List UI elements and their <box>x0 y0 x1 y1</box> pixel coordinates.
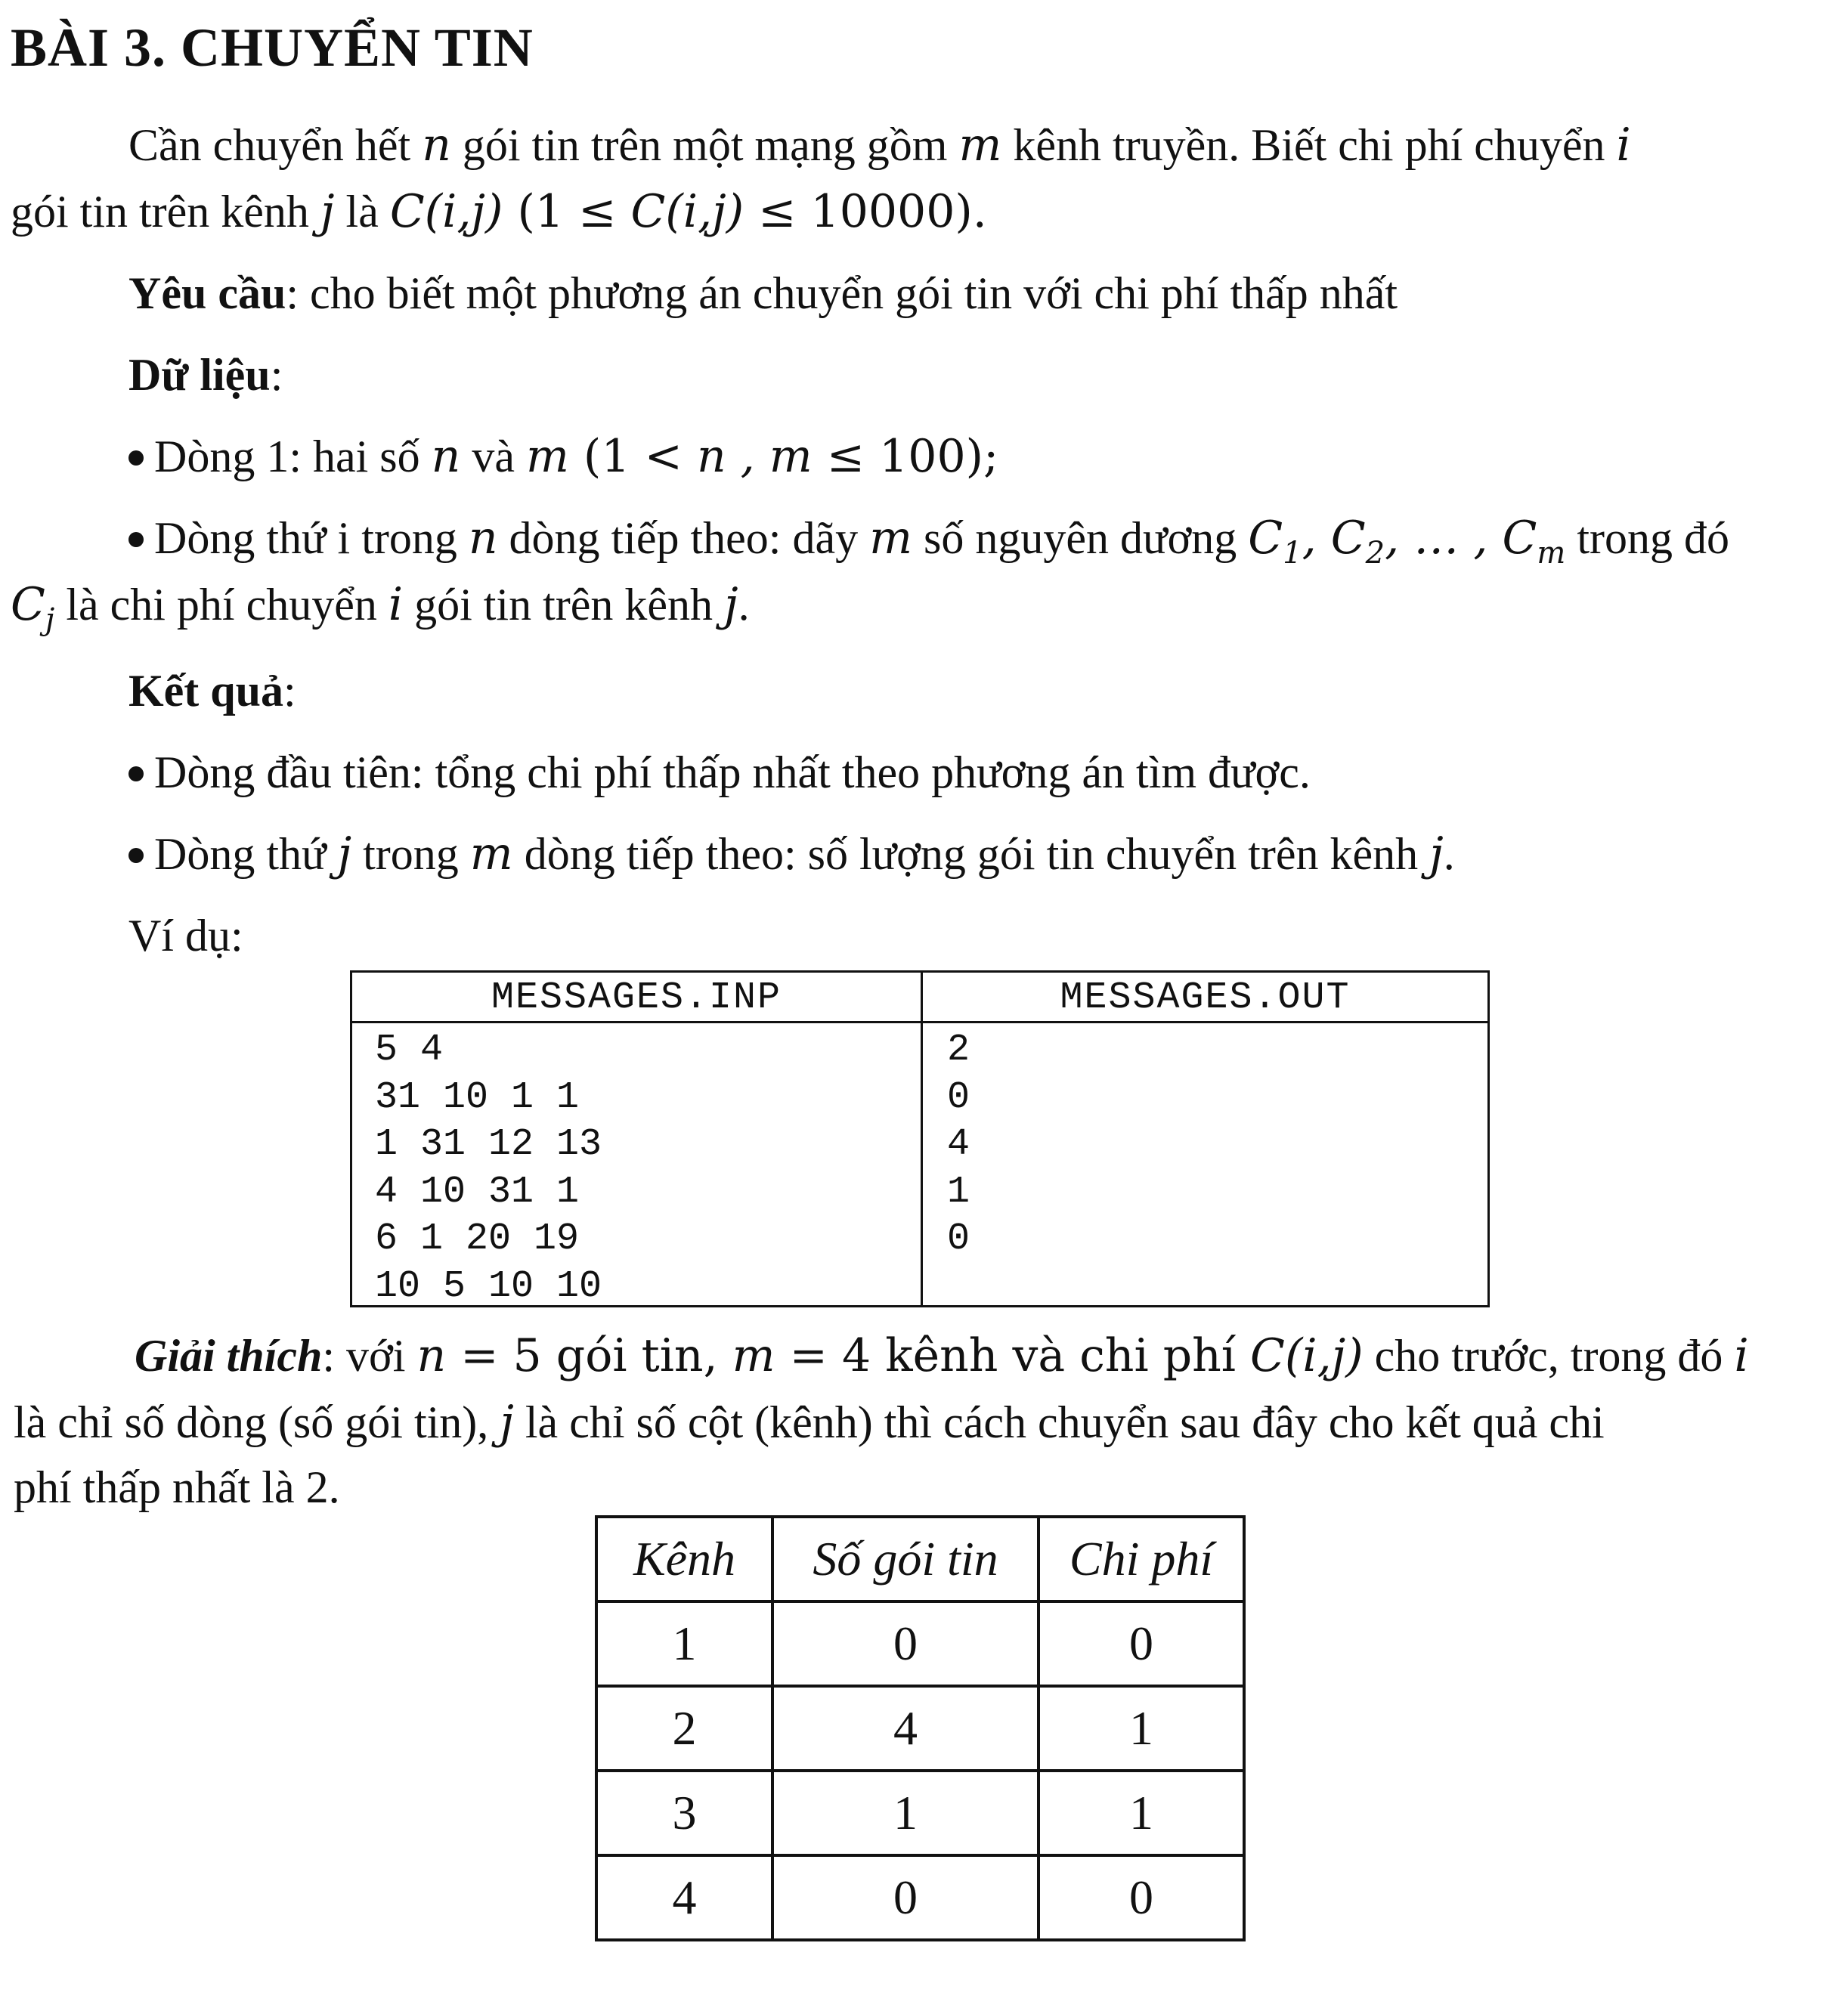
subscript: 1 <box>1283 536 1302 571</box>
intro-line-2 <box>11 178 987 245</box>
intro-text: gói tin trên một mạng gồm <box>450 120 959 170</box>
explain-text: : với <box>322 1331 417 1381</box>
bullet-text: trong <box>351 829 470 879</box>
separator: , <box>1302 512 1331 565</box>
input-bullet-1 <box>128 423 998 490</box>
table-cell: 3 <box>596 1771 772 1855</box>
formula-cij: C(i,j) <box>1250 1329 1364 1382</box>
table-cell: 0 <box>772 1601 1039 1686</box>
var-j: j <box>1429 828 1444 880</box>
io-input-line: 4 10 31 1 <box>375 1170 580 1214</box>
io-output-column <box>947 1027 970 1264</box>
intro-text: là <box>334 187 390 237</box>
table-cell: 1 <box>596 1601 772 1686</box>
var-j: j <box>500 1396 514 1449</box>
io-input-line: 31 10 1 1 <box>375 1075 580 1119</box>
io-input-column <box>375 1027 602 1310</box>
formula-cij: C(i,j) <box>389 185 503 238</box>
var-m: m <box>732 1329 775 1382</box>
bullet-text: và <box>460 432 526 481</box>
table-cell: 1 <box>772 1771 1039 1855</box>
output-label: Kết quả <box>128 666 284 716</box>
table-cell: 0 <box>772 1855 1039 1940</box>
table-cell: 1 <box>1039 1771 1244 1855</box>
io-output-line: 0 <box>947 1217 970 1261</box>
var-m: m <box>525 430 569 483</box>
table-row <box>596 1771 1244 1855</box>
separator: , … , <box>1385 512 1503 565</box>
explain-text: = 5 gói tin, <box>446 1329 732 1382</box>
colon: : <box>283 666 296 716</box>
io-output-line: 1 <box>947 1170 970 1214</box>
bullet-text: số nguyên dương <box>912 513 1249 563</box>
bullet-text: Dòng thứ <box>154 829 338 879</box>
bullet-icon <box>128 766 144 781</box>
table-cell: 0 <box>1039 1855 1244 1940</box>
var-m: m <box>958 119 1002 172</box>
var-j: j <box>320 185 335 238</box>
bullet-text: Dòng 1: hai số <box>154 432 432 481</box>
example-label: Ví dụ: <box>128 911 243 961</box>
formula-cj <box>11 578 55 637</box>
formula-cij: C(i,j) <box>630 185 744 238</box>
io-divider <box>921 973 923 1305</box>
subscript: m <box>1537 536 1566 571</box>
input-bullet-2-cont <box>11 571 750 653</box>
bullet-text: Dòng thứ i trong <box>154 513 469 563</box>
bullet-text: . <box>1443 829 1455 879</box>
header-cell: Kênh <box>596 1517 772 1601</box>
subscript: 2 <box>1365 536 1385 571</box>
io-output-line: 0 <box>947 1075 970 1119</box>
intro-line-1 <box>128 112 1631 178</box>
explain-text: là chỉ số dòng (số gói tin), <box>14 1397 500 1447</box>
io-header-input: MESSAGES.INP <box>352 973 921 1023</box>
requirement-label: Yêu cầu <box>128 268 286 318</box>
page-title: BÀI 3. CHUYỂN TIN <box>11 17 534 78</box>
table-cell: 0 <box>1039 1601 1244 1686</box>
var-n: n <box>416 1329 447 1382</box>
var-n: n <box>431 430 461 483</box>
explain-line-1 <box>135 1323 1749 1389</box>
explain-text: = 4 kênh và chi phí <box>775 1329 1251 1382</box>
bullet-icon <box>128 532 144 547</box>
var-n-m: n , m <box>696 430 813 483</box>
table-cell: 1 <box>1039 1686 1244 1771</box>
bullet-text: Dòng đầu tiên: tổng chi phí thấp nhất theo phương án tìm được. <box>154 747 1311 797</box>
table-row <box>596 1855 1244 1940</box>
result-table <box>595 1515 1246 1941</box>
table-cell: 4 <box>772 1686 1039 1771</box>
io-output-line: 4 <box>947 1123 970 1166</box>
io-input-line: 10 5 10 10 <box>375 1264 602 1308</box>
var-m: m <box>469 828 513 880</box>
io-input-line: 5 4 <box>375 1029 444 1072</box>
table-cell: 2 <box>596 1686 772 1771</box>
var-c: C <box>1330 512 1366 565</box>
colon: : <box>270 350 283 400</box>
requirement-line <box>128 260 1398 326</box>
bullet-icon <box>128 848 144 863</box>
header-cell: Chi phí <box>1039 1517 1244 1601</box>
intro-text: (1 ≤ <box>503 185 631 238</box>
bullet-text: trong đó <box>1565 513 1730 563</box>
requirement-text: : cho biết một phương án chuyển gói tin với chi phí thấp nhất <box>286 268 1398 318</box>
table-row <box>596 1601 1244 1686</box>
table-cell: 4 <box>596 1855 772 1940</box>
io-output-line: 2 <box>947 1029 970 1072</box>
bullet-text: dòng tiếp theo: dãy <box>497 513 870 563</box>
header-cell: Số gói tin <box>772 1517 1039 1601</box>
explain-line-3: phí thấp nhất là 2. <box>14 1462 340 1512</box>
input-heading <box>128 342 283 408</box>
intro-text: kênh truyền. Biết chi phí chuyển <box>1001 120 1617 170</box>
var-i: i <box>1616 119 1631 172</box>
bullet-text: gói tin trên kênh <box>403 580 724 630</box>
io-input-line: 1 31 12 13 <box>375 1123 602 1166</box>
bullet-icon <box>128 450 144 466</box>
output-bullet-1 <box>128 739 1311 806</box>
table-row <box>596 1686 1244 1771</box>
input-label: Dữ liệu <box>128 350 271 400</box>
output-heading <box>128 657 296 724</box>
var-j: j <box>337 828 352 880</box>
bullet-text: là chi phí chuyển <box>54 580 388 630</box>
var-c: C <box>1502 512 1537 565</box>
io-input-line: 6 1 20 19 <box>375 1217 580 1261</box>
example-io-table <box>350 970 1490 1307</box>
var-n: n <box>468 512 498 565</box>
output-bullet-2 <box>128 821 1455 887</box>
bullet-text: . <box>738 580 750 630</box>
table-header-row <box>596 1517 1244 1601</box>
explain-text: cho trước, trong đó <box>1363 1331 1735 1381</box>
var-i: i <box>388 578 404 631</box>
bullet-text: ≤ 100); <box>812 430 999 483</box>
var-m: m <box>869 512 912 565</box>
intro-text: ≤ 10000). <box>744 185 987 238</box>
var-c: C <box>1248 512 1283 565</box>
var-c: C <box>11 578 45 631</box>
explain-line-2 <box>14 1389 1605 1456</box>
explain-label: Giải thích <box>135 1331 323 1381</box>
bullet-text: (1 < <box>568 430 697 483</box>
explain-text: là chỉ số cột (kênh) thì cách chuyển sau đây cho kết quả chi <box>513 1397 1605 1447</box>
intro-text: Cần chuyển hết <box>128 120 423 170</box>
intro-text: gói tin trên kênh <box>11 187 320 237</box>
bullet-text: dòng tiếp theo: số lượng gói tin chuyển trên kênh <box>512 829 1430 879</box>
var-n: n <box>422 119 451 172</box>
formula-c-sequence <box>1248 512 1566 571</box>
var-i: i <box>1734 1329 1749 1382</box>
var-j: j <box>724 578 738 631</box>
io-header-output: MESSAGES.OUT <box>923 973 1487 1023</box>
subscript: j <box>45 602 55 637</box>
